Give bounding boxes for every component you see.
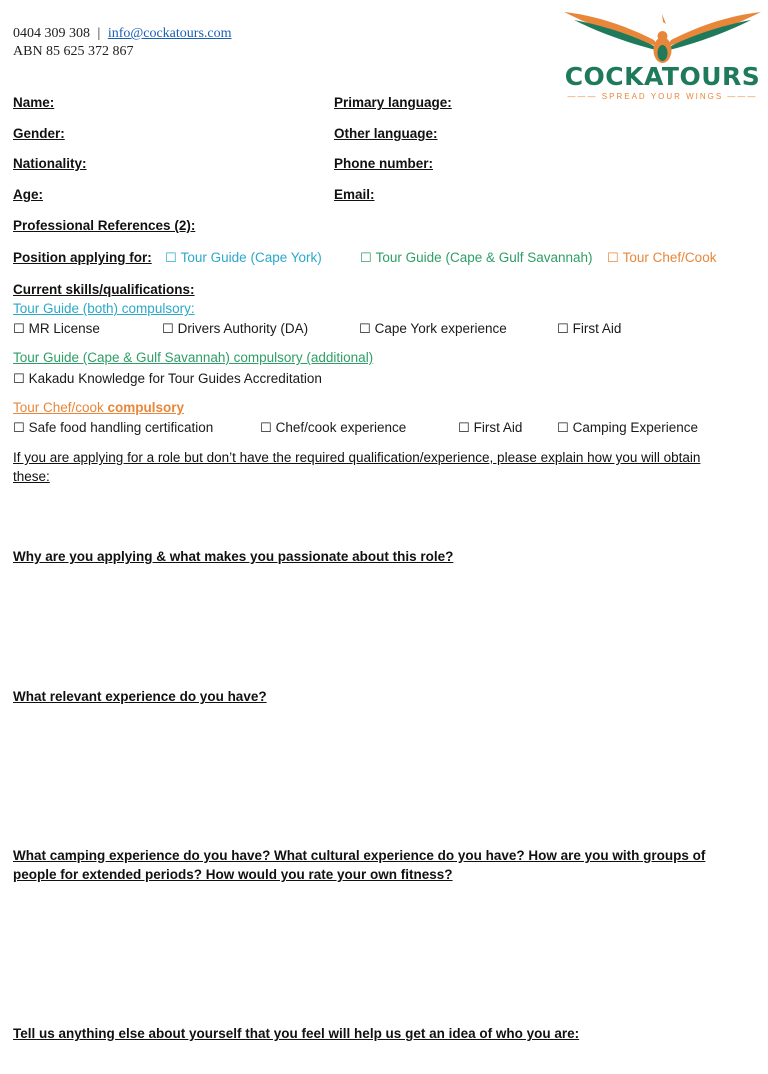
checkbox-icon[interactable]: ☐ (557, 421, 569, 436)
position-option-chef-cook[interactable]: ☐ Tour Chef/Cook (607, 250, 717, 266)
gender-label: Gender: (13, 126, 65, 141)
checkbox-icon[interactable]: ☐ (13, 372, 25, 387)
checkbox-icon[interactable]: ☐ (458, 421, 470, 436)
abn-text: ABN 85 625 372 867 (13, 44, 134, 59)
age-label: Age: (13, 187, 43, 202)
checkbox-icon[interactable]: ☐ (13, 421, 25, 436)
question-why-applying: Why are you applying & what makes you passionate about this role? (13, 549, 454, 564)
name-label: Name: (13, 95, 55, 110)
checkbox-icon[interactable]: ☐ (360, 251, 372, 266)
question-camping-cultural-fitness: What camping experience do you have? What cultural experience do you have? How are you with groups of people for extended periods? How would you rate your own fitness? (13, 848, 706, 882)
checkbox-icon[interactable]: ☐ (359, 322, 371, 337)
checkbox-icon[interactable]: ☐ (607, 251, 619, 266)
question-obtain-qualification: If you are applying for a role but don’t have the required qualification/experience, please explain how you will obtain these: (13, 450, 701, 484)
skill-drivers-authority[interactable]: ☐ Drivers Authority (DA) (162, 321, 309, 337)
checkbox-icon[interactable]: ☐ (260, 421, 272, 436)
brand-tagline: ——— SPREAD YOUR WINGS ——— (567, 92, 758, 101)
references-label: Professional References (2): (13, 218, 196, 233)
position-label: Position applying for: (13, 250, 152, 265)
contact-line (13, 26, 232, 42)
email-link[interactable]: info@cockatours.com (107, 26, 232, 41)
separator: | (97, 26, 101, 41)
cockatours-logo (560, 6, 765, 106)
question-relevant-experience: What relevant experience do you have? (13, 689, 267, 704)
nationality-label: Nationality: (13, 156, 87, 171)
guide-savannah-heading: Tour Guide (Cape & Gulf Savannah) compulsory (additional) (13, 350, 374, 365)
skill-chef-experience[interactable]: ☐ Chef/cook experience (260, 420, 407, 436)
skill-first-aid-chef[interactable]: ☐ First Aid (458, 420, 523, 436)
chef-heading: Tour Chef/cook compulsory (13, 400, 185, 415)
primary-language-label: Primary language: (334, 95, 452, 110)
brand-name: COCKATOURS (564, 62, 761, 91)
phone-number-label: Phone number: (334, 156, 434, 171)
checkbox-icon[interactable]: ☐ (162, 322, 174, 337)
checkbox-icon[interactable]: ☐ (557, 322, 569, 337)
position-option-cape-york[interactable]: ☐ Tour Guide (Cape York) (165, 250, 322, 266)
position-option-cape-gulf-savannah[interactable]: ☐ Tour Guide (Cape & Gulf Savannah) (360, 250, 593, 266)
skill-first-aid-guide[interactable]: ☐ First Aid (557, 321, 622, 337)
phone-number-text: 0404 309 308 (13, 26, 90, 41)
guide-both-heading: Tour Guide (both) compulsory: (13, 301, 195, 316)
skill-camping-experience[interactable]: ☐ Camping Experience (557, 420, 698, 436)
skill-cape-york-experience[interactable]: ☐ Cape York experience (359, 321, 507, 337)
checkbox-icon[interactable]: ☐ (13, 322, 25, 337)
skills-label: Current skills/qualifications: (13, 282, 195, 297)
skill-mr-license[interactable]: ☐ MR License (13, 321, 100, 337)
other-language-label: Other language: (334, 126, 438, 141)
checkbox-icon[interactable]: ☐ (165, 251, 177, 266)
cockatoo-wings-icon (560, 6, 765, 68)
email-label: Email: (334, 187, 375, 202)
question-anything-else: Tell us anything else about yourself that you feel will help us get an idea of who you are: (13, 1026, 580, 1041)
skill-safe-food-handling[interactable]: ☐ Safe food handling certification (13, 420, 214, 436)
skill-kakadu-accreditation[interactable]: ☐ Kakadu Knowledge for Tour Guides Accreditation (13, 371, 322, 387)
